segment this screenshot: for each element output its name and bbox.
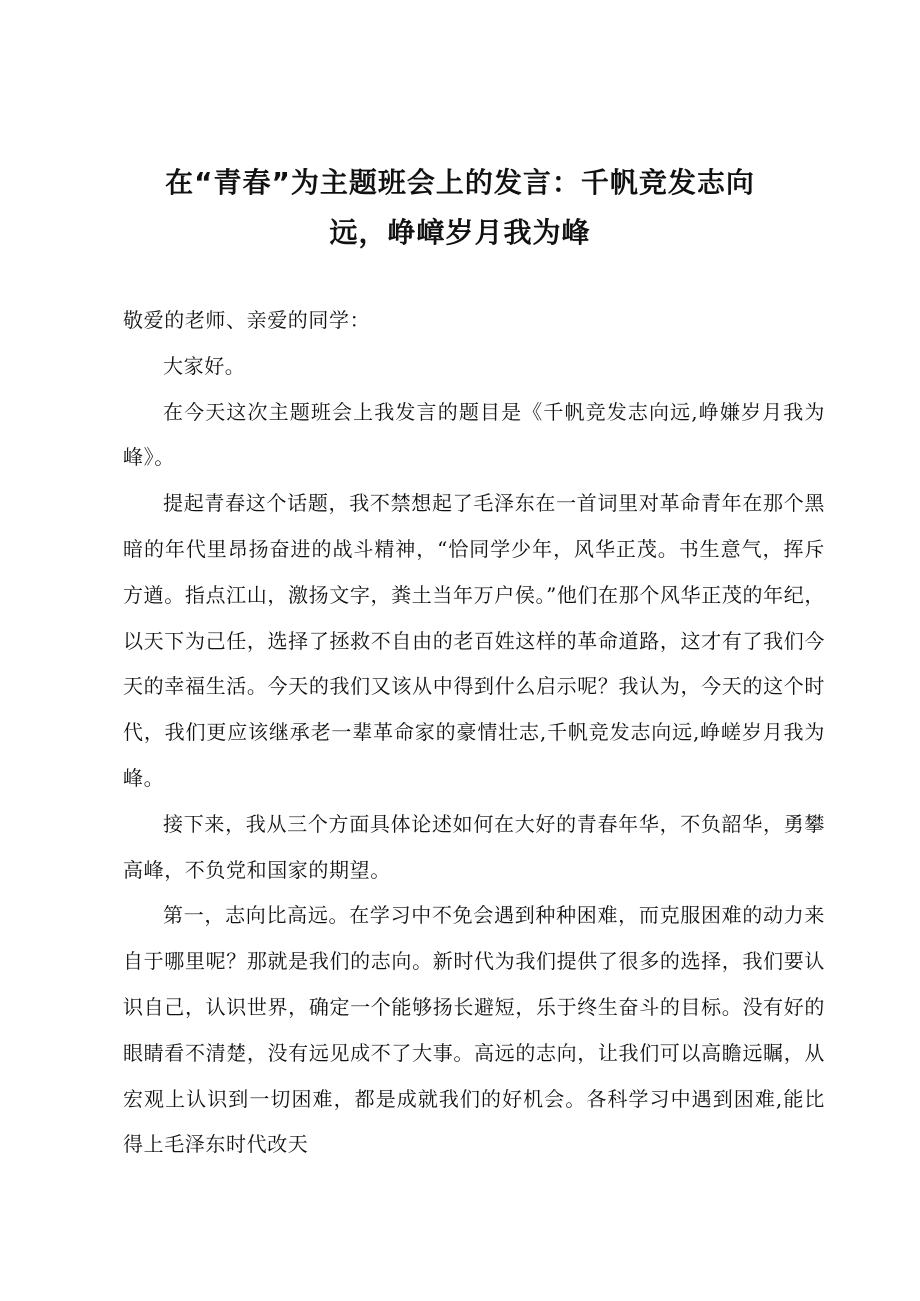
document-title [120, 158, 800, 258]
title-line-1: 在“青春”为主题班会上的发言：千帆竞发志向 [165, 166, 755, 199]
document-body [123, 298, 825, 1168]
paragraph-introduction: 提起青春这个话题，我不禁想起了毛泽东在一首词里对革命青年在那个黑暗的年代里昂扬奋进的战斗精神，“恰同学少年，风华正茂。书生意气，挥斥方遒。指点江山，激扬文字，粪土当年万户侯。”他们在那个风华正茂的年纪，以天下为己任，选择了拯救不自由的老百姓这样的革命道路，这才有了我们今天的幸福生活。今天的我们又该从中得到什么启示呢？我认为，今天的这个时代，我们更应该继承老一辈革命家的豪情壮志,千帆竞发志向远,峥嵯岁月我为峰。 [123, 491, 825, 790]
paragraph-greeting: 大家好。 [163, 353, 246, 378]
salutation: 敬爱的老师、亲爱的同学： [123, 308, 371, 332]
paragraph-point-one: 第一，志向比高远。在学习中不免会遇到种种困难，而克服困难的动力来自于哪里呢？那就是我们的志向。新时代为我们提供了很多的选择，我们要认识自己，认识世界，确定一个能够扬长避短，乐于终生奋斗的目标。没有好的眼睛看不清楚，没有远见成不了大事。高远的志向，让我们可以高瞻远瞩，从宏观上认识到一切困难，都是成就我们的好机会。各科学习中遇到困难,能比得上毛泽东时代改天 [123, 903, 825, 1157]
title-line-2: 远，峥嶂岁月我为峰 [329, 216, 591, 249]
paragraph-outline: 接下来，我从三个方面具体论述如何在大好的青春年华，不负韶华，勇攀高峰，不负党和国家的期望。 [123, 811, 825, 882]
paragraph-topic: 在今天这次主题班会上我发言的题目是《千帆竞发志向远,峥嫌岁月我为峰》。 [123, 399, 825, 470]
